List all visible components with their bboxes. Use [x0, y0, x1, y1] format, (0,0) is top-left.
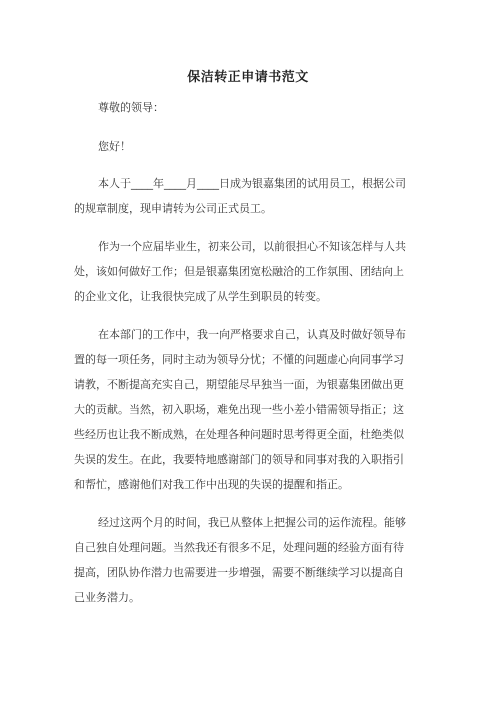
- paragraph-4-line-3: 提高，团队协作潜力也需要进一步增强，需要不断继续学习以提高自: [74, 566, 404, 579]
- paragraph-2-line-2: 处，该如何做好工作；但是银嘉集团宽松融洽的工作氛围、团结向上: [74, 265, 404, 278]
- paragraph-3-line-3: 请教，不断提高充实自己，期望能尽早独当一面，为银嘉集团做出更: [74, 378, 404, 391]
- paragraph-4-line-2: 自己独自处理问题。当然我还有很多不足，处理问题的经验方面有待: [74, 541, 404, 554]
- paragraph-3-line-5: 些经历也让我不断成熟，在处理各种问题时思考得更全面，杜绝类似: [74, 428, 404, 441]
- paragraph-2-line-1: 作为一个应届毕业生，初来公司，以前很担心不知该怎样与人共: [98, 240, 406, 253]
- salutation: 尊敬的领导：: [98, 101, 164, 114]
- greeting: 您好！: [98, 140, 131, 153]
- paragraph-3-line-6: 失误的发生。在此，我要特地感谢部门的领导和同事对我的入职指引: [74, 453, 404, 466]
- document-title: 保洁转正申请书范文: [187, 70, 309, 85]
- paragraph-3-line-4: 大的贡献。当然，初入职场，难免出现一些小差小错需领导指正；这: [74, 403, 404, 416]
- paragraph-4-line-1: 经过这两个月的时间，我已从整体上把握公司的运作流程。能够: [98, 516, 406, 529]
- paragraph-2-line-3: 的企业文化，让我很快完成了从学生到职员的转变。: [74, 290, 327, 303]
- paragraph-3-line-1: 在本部门的工作中，我一向严格要求自己，认真及时做好领导布: [98, 328, 406, 341]
- paragraph-3-line-7: 和帮忙，感谢他们对我工作中出现的失误的提醒和指正。: [74, 478, 349, 491]
- paragraph-1-line-2: 的规章制度，现申请转为公司正式员工。: [74, 202, 272, 215]
- paragraph-3-line-2: 置的每一项任务，同时主动为领导分忧；不懂的问题虚心向同事学习: [74, 353, 404, 366]
- paragraph-4-line-4: 己业务潜力。: [74, 591, 140, 604]
- paragraph-1-line-1: 本人于____年____月____日成为银嘉集团的试用员工，根据公司: [98, 177, 406, 190]
